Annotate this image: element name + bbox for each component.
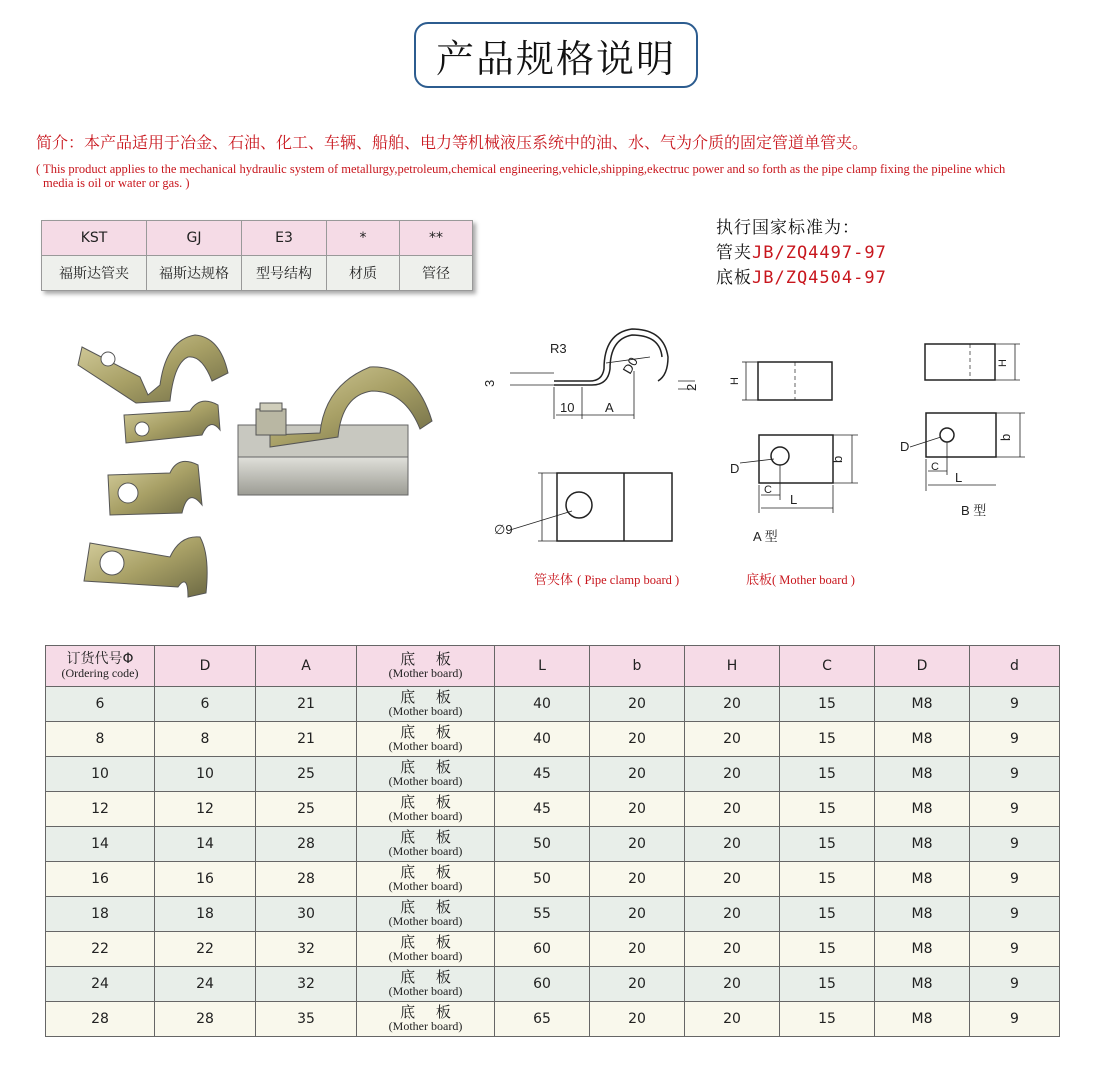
cell-H: 20 bbox=[685, 792, 780, 827]
label-L-b: L bbox=[955, 470, 963, 485]
cell-D2: M8 bbox=[875, 757, 970, 792]
cell-D: 28 bbox=[155, 1002, 256, 1037]
cell-A: 21 bbox=[256, 722, 357, 757]
cell-board-cn: 底 板 bbox=[400, 723, 459, 741]
code-cell: ** bbox=[400, 221, 473, 256]
technical-drawing bbox=[480, 315, 1070, 595]
cell-b: 20 bbox=[590, 862, 685, 897]
cell-board-en: (Mother board) bbox=[388, 774, 463, 788]
caption-mother-board bbox=[746, 569, 855, 588]
cell-d: 9 bbox=[970, 967, 1060, 1002]
cell-d: 9 bbox=[970, 687, 1060, 722]
cell-b: 20 bbox=[590, 722, 685, 757]
label-c-b: C bbox=[931, 461, 939, 473]
cell-code: 22 bbox=[46, 932, 155, 967]
header-board-en: (Mother board) bbox=[388, 666, 463, 680]
label-c-a: C bbox=[764, 484, 772, 496]
cell-code: 10 bbox=[46, 757, 155, 792]
clamp-board-outline bbox=[557, 473, 672, 541]
cell-L: 45 bbox=[495, 792, 590, 827]
cell-L: 60 bbox=[495, 932, 590, 967]
cell-H: 20 bbox=[685, 897, 780, 932]
cell-board bbox=[357, 1002, 495, 1037]
cell-board bbox=[357, 792, 495, 827]
cell-D: 14 bbox=[155, 827, 256, 862]
intro-chinese: 简介：本产品适用于冶金、石油、化工、车辆、船舶、电力等机械液压系统中的油、水、气为介质的固定管道单管夹。 bbox=[36, 133, 869, 152]
header-b: b bbox=[590, 646, 685, 687]
cell-board-cn: 底 板 bbox=[400, 1003, 459, 1021]
table-row bbox=[46, 1002, 1060, 1037]
cell-code: 18 bbox=[46, 897, 155, 932]
cell-board-cn: 底 板 bbox=[400, 793, 459, 811]
meaning-cell: 福斯达管夹 bbox=[42, 256, 147, 291]
cell-D2: M8 bbox=[875, 932, 970, 967]
assembled-clamp-photo bbox=[238, 367, 432, 495]
cell-A: 35 bbox=[256, 1002, 357, 1037]
cell-D: 6 bbox=[155, 687, 256, 722]
cell-code: 8 bbox=[46, 722, 155, 757]
cell-H: 20 bbox=[685, 687, 780, 722]
cell-d: 9 bbox=[970, 722, 1060, 757]
clamp-flat-photo bbox=[84, 537, 207, 597]
header-C: C bbox=[780, 646, 875, 687]
meaning-cell: 材质 bbox=[327, 256, 400, 291]
cell-code: 24 bbox=[46, 967, 155, 1002]
cell-L: 40 bbox=[495, 722, 590, 757]
cell-C: 15 bbox=[780, 722, 875, 757]
table-row bbox=[46, 757, 1060, 792]
header-A: A bbox=[256, 646, 357, 687]
standard-clamp bbox=[716, 241, 887, 266]
cell-D: 22 bbox=[155, 932, 256, 967]
cell-A: 30 bbox=[256, 897, 357, 932]
cell-H: 20 bbox=[685, 932, 780, 967]
cell-board-cn: 底 板 bbox=[400, 758, 459, 776]
cell-board-cn: 底 板 bbox=[400, 863, 459, 881]
cell-board-cn: 底 板 bbox=[400, 933, 459, 951]
cell-H: 20 bbox=[685, 967, 780, 1002]
standard-heading: 执行国家标准为： bbox=[716, 218, 860, 238]
cell-d: 9 bbox=[970, 827, 1060, 862]
cell-board-en: (Mother board) bbox=[388, 739, 463, 753]
cell-L: 55 bbox=[495, 897, 590, 932]
cell-D2: M8 bbox=[875, 967, 970, 1002]
cell-C: 15 bbox=[780, 687, 875, 722]
code-cell: * bbox=[327, 221, 400, 256]
table-row bbox=[46, 932, 1060, 967]
caption-board-en: ( Mother board ) bbox=[772, 573, 855, 587]
cell-A: 25 bbox=[256, 792, 357, 827]
cell-board bbox=[357, 757, 495, 792]
label-dim3: 3 bbox=[482, 379, 497, 387]
label-dimA: A bbox=[605, 400, 614, 415]
cell-L: 45 bbox=[495, 757, 590, 792]
cell-code: 28 bbox=[46, 1002, 155, 1037]
cell-L: 50 bbox=[495, 862, 590, 897]
caption-board-cn: 底板 bbox=[746, 573, 773, 588]
cell-b: 20 bbox=[590, 687, 685, 722]
spec-header-row bbox=[46, 646, 1060, 687]
board-a-side-outline bbox=[758, 362, 832, 400]
cell-board-en: (Mother board) bbox=[388, 914, 463, 928]
cell-board bbox=[357, 687, 495, 722]
intro-english-line2: media is oil or water or gas. ) bbox=[43, 176, 190, 190]
label-b-a: b bbox=[830, 455, 845, 463]
intro-english bbox=[36, 162, 1076, 190]
cell-board bbox=[357, 932, 495, 967]
cell-D: 18 bbox=[155, 897, 256, 932]
cell-code: 14 bbox=[46, 827, 155, 862]
cell-D2: M8 bbox=[875, 722, 970, 757]
cell-C: 15 bbox=[780, 862, 875, 897]
table-row bbox=[46, 792, 1060, 827]
cell-b: 20 bbox=[590, 967, 685, 1002]
cell-board-en: (Mother board) bbox=[388, 704, 463, 718]
label-dimH-b: H bbox=[997, 359, 1009, 367]
spec-table bbox=[45, 645, 1060, 1037]
cell-d: 9 bbox=[970, 897, 1060, 932]
cell-board-cn: 底 板 bbox=[400, 828, 459, 846]
caption-clamp-body bbox=[534, 569, 679, 588]
label-D-b: D bbox=[900, 439, 910, 454]
cell-D: 12 bbox=[155, 792, 256, 827]
label-type-a: A 型 bbox=[753, 529, 778, 544]
cell-D2: M8 bbox=[875, 687, 970, 722]
cell-b: 20 bbox=[590, 792, 685, 827]
cell-D2: M8 bbox=[875, 1002, 970, 1037]
cell-board bbox=[357, 897, 495, 932]
cell-d: 9 bbox=[970, 1002, 1060, 1037]
board-standard: JB/ZQ4504-97 bbox=[752, 268, 887, 288]
label-dimH: H bbox=[729, 377, 741, 385]
product-photo bbox=[70, 325, 450, 615]
cell-A: 28 bbox=[256, 827, 357, 862]
clamp-label: 管夹 bbox=[716, 243, 752, 263]
cell-A: 25 bbox=[256, 757, 357, 792]
meaning-cell: 福斯达规格 bbox=[147, 256, 242, 291]
clamp-small-photo bbox=[124, 401, 220, 443]
label-b-b: b bbox=[998, 433, 1013, 441]
code-cell: GJ bbox=[147, 221, 242, 256]
code-table bbox=[41, 220, 473, 291]
label-r3: R3 bbox=[550, 341, 567, 356]
code-cell: KST bbox=[42, 221, 147, 256]
cell-C: 15 bbox=[780, 932, 875, 967]
header-L: L bbox=[495, 646, 590, 687]
cell-code: 6 bbox=[46, 687, 155, 722]
table-row bbox=[46, 687, 1060, 722]
cell-board-en: (Mother board) bbox=[388, 984, 463, 998]
cell-d: 9 bbox=[970, 757, 1060, 792]
cell-A: 32 bbox=[256, 967, 357, 1002]
cell-C: 15 bbox=[780, 757, 875, 792]
cell-H: 20 bbox=[685, 1002, 780, 1037]
code-cell: E3 bbox=[242, 221, 327, 256]
cell-D: 24 bbox=[155, 967, 256, 1002]
cell-D2: M8 bbox=[875, 897, 970, 932]
table-row bbox=[46, 967, 1060, 1002]
cell-D2: M8 bbox=[875, 827, 970, 862]
cell-d: 9 bbox=[970, 862, 1060, 897]
cell-H: 20 bbox=[685, 862, 780, 897]
cell-L: 65 bbox=[495, 1002, 590, 1037]
cell-d: 9 bbox=[970, 932, 1060, 967]
clamp-standard: JB/ZQ4497-97 bbox=[752, 243, 887, 263]
cell-b: 20 bbox=[590, 897, 685, 932]
board-a-top-outline bbox=[759, 435, 833, 483]
clamp-medium-photo bbox=[108, 461, 202, 515]
header-d: d bbox=[970, 646, 1060, 687]
cell-board-en: (Mother board) bbox=[388, 879, 463, 893]
header-H: H bbox=[685, 646, 780, 687]
header-D: D bbox=[155, 646, 256, 687]
label-D-a: D bbox=[730, 461, 740, 476]
cell-board-cn: 底 板 bbox=[400, 898, 459, 916]
label-dim2: 2 bbox=[684, 383, 699, 391]
header-D2: D bbox=[875, 646, 970, 687]
cell-board-cn: 底 板 bbox=[400, 968, 459, 986]
intro-english-line1: ( This product applies to the mechanical hydraulic system of metallurgy,petroleum,chemical engineering,vehicle,shipping,ekectruc power and so forth as the pipe clamp fixing the pipeline which bbox=[36, 162, 1006, 176]
cell-H: 20 bbox=[685, 827, 780, 862]
cell-A: 21 bbox=[256, 687, 357, 722]
standard-board bbox=[716, 266, 887, 291]
board-b-top-outline bbox=[926, 413, 996, 457]
caption-clamp-en: ( Pipe clamp board ) bbox=[577, 573, 680, 587]
cell-board bbox=[357, 967, 495, 1002]
page-title: 产品规格说明 bbox=[414, 22, 698, 88]
label-dim10: 10 bbox=[560, 400, 575, 415]
cell-board bbox=[357, 722, 495, 757]
label-L-a: L bbox=[790, 492, 798, 507]
header-code-cn: 订货代号Φ bbox=[66, 651, 134, 667]
clamp-large-photo bbox=[78, 335, 228, 403]
cell-D2: M8 bbox=[875, 792, 970, 827]
cell-b: 20 bbox=[590, 827, 685, 862]
cell-L: 50 bbox=[495, 827, 590, 862]
cell-board bbox=[357, 862, 495, 897]
board-label: 底板 bbox=[716, 268, 752, 288]
label-dia9: ∅9 bbox=[494, 522, 513, 537]
cell-H: 20 bbox=[685, 757, 780, 792]
label-d0: D0 bbox=[619, 354, 641, 377]
cell-b: 20 bbox=[590, 757, 685, 792]
table-row bbox=[46, 827, 1060, 862]
spec-body bbox=[46, 687, 1060, 1037]
cell-board-en: (Mother board) bbox=[388, 1019, 463, 1033]
meaning-cell: 管径 bbox=[400, 256, 473, 291]
header-code-en: (Ordering code) bbox=[61, 666, 139, 680]
table-row bbox=[46, 722, 1060, 757]
header-board-cn: 底 板 bbox=[400, 650, 459, 668]
cell-C: 15 bbox=[780, 897, 875, 932]
cell-C: 15 bbox=[780, 1002, 875, 1037]
board-b-side-outline bbox=[925, 344, 995, 380]
label-type-b: B 型 bbox=[961, 503, 987, 518]
cell-D: 10 bbox=[155, 757, 256, 792]
cell-H: 20 bbox=[685, 722, 780, 757]
cell-C: 15 bbox=[780, 967, 875, 1002]
cell-D2: M8 bbox=[875, 862, 970, 897]
cell-C: 15 bbox=[780, 827, 875, 862]
cell-code: 12 bbox=[46, 792, 155, 827]
cell-board-cn: 底 板 bbox=[400, 688, 459, 706]
cell-d: 9 bbox=[970, 792, 1060, 827]
cell-D: 16 bbox=[155, 862, 256, 897]
cell-A: 32 bbox=[256, 932, 357, 967]
cell-L: 40 bbox=[495, 687, 590, 722]
cell-L: 60 bbox=[495, 967, 590, 1002]
cell-A: 28 bbox=[256, 862, 357, 897]
cell-D: 8 bbox=[155, 722, 256, 757]
caption-clamp-cn: 管夹体 bbox=[534, 573, 574, 588]
header-board bbox=[357, 646, 495, 687]
cell-b: 20 bbox=[590, 932, 685, 967]
cell-b: 20 bbox=[590, 1002, 685, 1037]
table-row bbox=[46, 862, 1060, 897]
cell-board-en: (Mother board) bbox=[388, 844, 463, 858]
cell-code: 16 bbox=[46, 862, 155, 897]
table-row bbox=[46, 897, 1060, 932]
standard-block bbox=[716, 216, 887, 291]
header-ordering-code bbox=[46, 646, 155, 687]
cell-board-en: (Mother board) bbox=[388, 949, 463, 963]
cell-C: 15 bbox=[780, 792, 875, 827]
meaning-cell: 型号结构 bbox=[242, 256, 327, 291]
cell-board-en: (Mother board) bbox=[388, 809, 463, 823]
cell-board bbox=[357, 827, 495, 862]
